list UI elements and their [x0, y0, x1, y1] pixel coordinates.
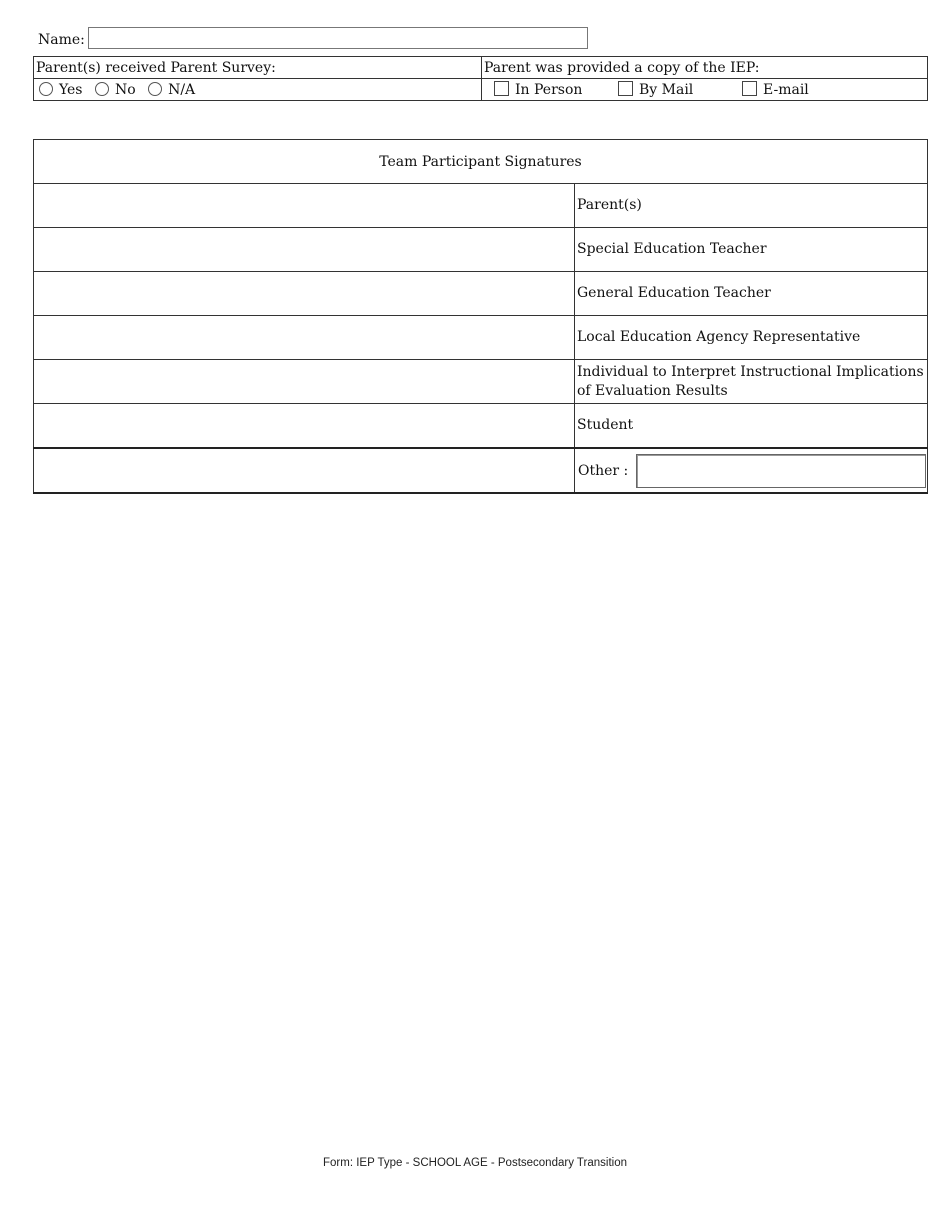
by-mail-checkbox[interactable]: [618, 81, 633, 96]
role-other-cell: [575, 448, 928, 493]
signature-field-evaluation-interpreter[interactable]: [34, 360, 575, 404]
role-parent: Parent(s): [575, 184, 928, 228]
iep-copy-options: [482, 79, 928, 101]
signature-field-special-ed-teacher[interactable]: [34, 228, 575, 272]
other-role-input[interactable]: [636, 454, 926, 488]
role-general-ed-teacher: General Education Teacher: [575, 272, 928, 316]
other-label: Other :: [578, 462, 629, 479]
role-student: Student: [575, 404, 928, 449]
by-mail-label: By Mail: [639, 82, 694, 98]
survey-yes-radio[interactable]: [39, 82, 53, 96]
survey-no-label: No: [114, 81, 136, 98]
parent-survey-label: Parent(s) received Parent Survey:: [34, 57, 482, 79]
signature-field-parent[interactable]: [34, 184, 575, 228]
survey-yes-label: Yes: [59, 81, 83, 98]
signatures-table: [33, 139, 928, 494]
role-lea-representative: Local Education Agency Representative: [575, 316, 928, 360]
iep-copy-label: Parent was provided a copy of the IEP:: [482, 57, 928, 79]
email-checkbox[interactable]: [742, 81, 757, 96]
form-footer: Form: IEP Type - SCHOOL AGE - Postsecondary Transition: [322, 1157, 627, 1169]
survey-no-radio[interactable]: [95, 82, 109, 96]
signature-field-student[interactable]: [34, 404, 575, 449]
role-special-ed-teacher: Special Education Teacher: [575, 228, 928, 272]
parent-survey-options: [34, 79, 482, 101]
signature-field-lea-representative[interactable]: [34, 316, 575, 360]
email-label: E-mail: [763, 82, 809, 98]
in-person-checkbox[interactable]: [494, 81, 509, 96]
survey-na-radio[interactable]: [148, 82, 162, 96]
signature-field-other[interactable]: [34, 448, 575, 493]
survey-copy-table: [33, 56, 928, 101]
survey-na-label: N/A: [168, 81, 196, 98]
signatures-title: Team Participant Signatures: [34, 140, 928, 184]
signature-field-general-ed-teacher[interactable]: [34, 272, 575, 316]
name-label: Name:: [38, 32, 85, 48]
role-evaluation-interpreter: Individual to Interpret Instructional Implications of Evaluation Results: [575, 360, 928, 404]
name-input[interactable]: [88, 27, 588, 49]
in-person-label: In Person: [515, 82, 583, 98]
